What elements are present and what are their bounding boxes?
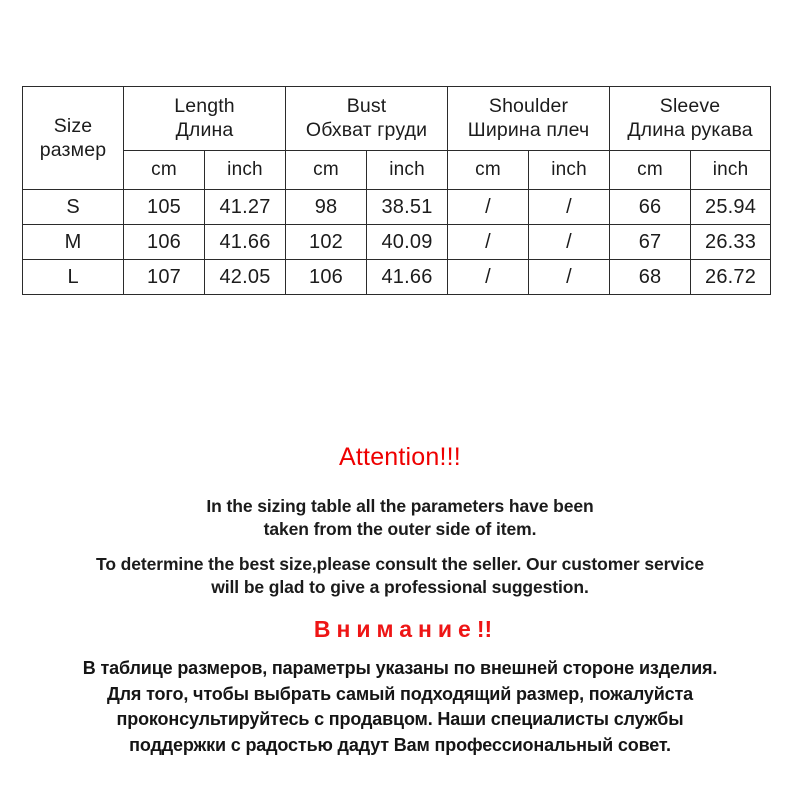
attention-heading-ru-bangs: !!	[476, 616, 493, 642]
notice-ru-line-4: поддержки с радостью дадут Вам профессиональный совет.	[129, 734, 671, 755]
cell-length-inch: 41.66	[205, 225, 286, 260]
header-unit-length-inch: inch	[205, 151, 286, 190]
notice-paragraph-ru	[0, 656, 800, 758]
cell-sleeve-inch: 26.72	[691, 260, 771, 295]
notice-en-line-2: taken from the outer side of item.	[263, 518, 537, 539]
cell-shoulder-cm: /	[448, 260, 529, 295]
header-size-ru: размер	[39, 139, 107, 161]
header-group-bust	[286, 87, 448, 151]
table-header-group-row	[23, 87, 771, 151]
cell-length-inch: 42.05	[205, 260, 286, 295]
header-unit-shoulder-inch: inch	[529, 151, 610, 190]
cell-shoulder-cm: /	[448, 225, 529, 260]
cell-bust-inch: 41.66	[367, 260, 448, 295]
header-group-bust-en: Bust	[346, 94, 387, 117]
header-group-sleeve	[610, 87, 771, 151]
cell-length-inch: 41.27	[205, 190, 286, 225]
notice-ru-line-2: Для того, чтобы выбрать самый подходящий размер, пожалуйста	[106, 683, 694, 704]
header-group-shoulder	[448, 87, 610, 151]
header-unit-sleeve-inch: inch	[691, 151, 771, 190]
cell-bust-cm: 106	[286, 260, 367, 295]
header-unit-shoulder-cm: cm	[448, 151, 529, 190]
cell-sleeve-inch: 25.94	[691, 190, 771, 225]
cell-bust-cm: 98	[286, 190, 367, 225]
cell-length-cm: 107	[124, 260, 205, 295]
cell-shoulder-cm: /	[448, 190, 529, 225]
row-size-label: S	[23, 190, 124, 225]
attention-heading-ru-word: Внимание	[313, 616, 477, 642]
notice-ru-line-3: проконсультируйтесь с продавцом. Наши специалисты службы	[116, 709, 684, 730]
header-unit-bust-cm: cm	[286, 151, 367, 190]
cell-length-cm: 106	[124, 225, 205, 260]
cell-shoulder-inch: /	[529, 225, 610, 260]
table-row	[23, 190, 771, 225]
header-unit-sleeve-cm: cm	[610, 151, 691, 190]
size-chart-table	[22, 86, 771, 295]
header-group-shoulder-en: Shoulder	[488, 94, 569, 117]
notice-block	[0, 443, 800, 755]
header-group-length-ru: Длина	[175, 118, 234, 141]
header-unit-length-cm: cm	[124, 151, 205, 190]
cell-shoulder-inch: /	[529, 260, 610, 295]
header-group-length	[124, 87, 286, 151]
notice-en-line-3: To determine the best size,please consult the seller. Our customer service	[96, 554, 704, 575]
header-group-length-en: Length	[174, 94, 235, 117]
cell-sleeve-inch: 26.33	[691, 225, 771, 260]
header-group-sleeve-en: Sleeve	[659, 94, 721, 117]
size-chart-table-container	[22, 86, 768, 295]
notice-ru-line-1: В таблице размеров, параметры указаны по внешней стороне изделия.	[82, 658, 718, 678]
notice-en-line-4: will be glad to give a professional suggestion.	[211, 577, 589, 598]
row-size-label: M	[23, 225, 124, 260]
row-size-label: L	[23, 260, 124, 295]
notice-en-block-2	[0, 553, 800, 600]
cell-sleeve-cm: 66	[610, 190, 691, 225]
notice-en-block-1	[0, 495, 800, 542]
table-row	[23, 260, 771, 295]
attention-heading-ru	[0, 617, 800, 642]
header-unit-bust-inch: inch	[367, 151, 448, 190]
notice-en-line-1: In the sizing table all the parameters have been	[206, 495, 594, 516]
cell-length-cm: 105	[124, 190, 205, 225]
cell-bust-inch: 40.09	[367, 225, 448, 260]
cell-sleeve-cm: 68	[610, 260, 691, 295]
header-group-bust-ru: Обхват груди	[305, 118, 428, 141]
cell-bust-inch: 38.51	[367, 190, 448, 225]
cell-bust-cm: 102	[286, 225, 367, 260]
header-group-shoulder-ru: Ширина плеч	[467, 118, 590, 141]
header-group-sleeve-ru: Длина рукава	[627, 118, 753, 141]
header-size-cell	[23, 87, 124, 190]
attention-heading-en: Attention!!!	[339, 443, 461, 471]
notice-paragraph-en	[0, 495, 800, 600]
table-header-unit-row	[23, 151, 771, 190]
cell-shoulder-inch: /	[529, 190, 610, 225]
header-size-en: Size	[53, 114, 93, 137]
cell-sleeve-cm: 67	[610, 225, 691, 260]
table-row	[23, 225, 771, 260]
